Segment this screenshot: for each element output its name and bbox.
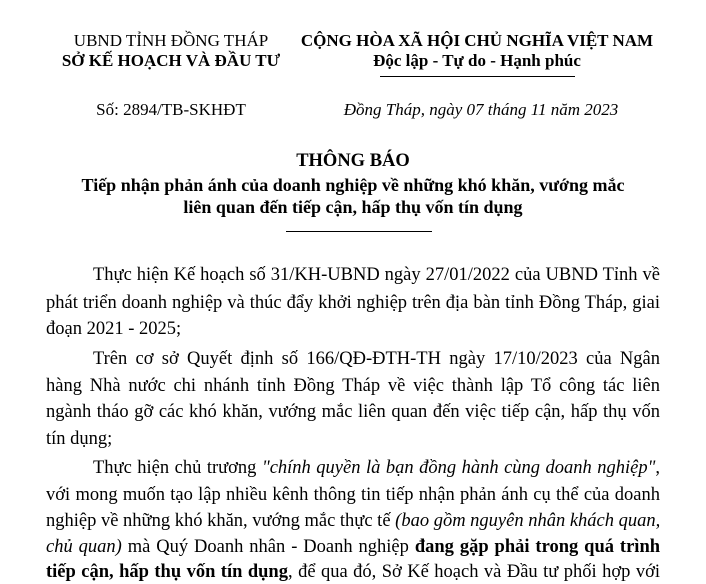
p3-l1-quote: "chính quyền là bạn đồng hành cùng doanh nghiệp" (261, 458, 656, 478)
motto-underline (380, 76, 575, 77)
paragraph-3-line-5 (46, 560, 660, 584)
national-title: CỘNG HÒA XÃ HỘI CHỦ NGHĨA VIỆT NAM (300, 31, 654, 50)
paragraph-1-line-3: đoạn 2021 - 2025; (46, 319, 182, 339)
p3-l5-text: , để qua đó, Sở Kế hoạch và Đầu tư phối hợp với (287, 562, 660, 582)
paragraph-3-line-3 (46, 509, 660, 533)
document-subtitle-line2: liên quan đến tiếp cận, hấp thụ vốn tín dụng (183, 197, 523, 217)
p3-l5-bold: tiếp cận, hấp thụ vốn tín dụng (46, 562, 288, 582)
agency-name: SỞ KẾ HOẠCH VÀ ĐẦU TƯ (61, 51, 281, 70)
national-motto: Độc lập - Tự do - Hạnh phúc (373, 51, 581, 70)
paragraph-2-line-4: tín dụng; (46, 429, 113, 449)
p3-l1-text: Thực hiện chủ trương (93, 458, 262, 478)
p3-l3-italic: (bao gồm nguyên nhân khách quan, (395, 511, 661, 531)
document-title: THÔNG BÁO (296, 151, 410, 171)
place-and-date: Đồng Tháp, ngày 07 tháng 11 năm 2023 (343, 100, 619, 119)
document-number: Số: 2894/TB-SKHĐT (96, 100, 246, 119)
p3-l3-text: nghiệp về những khó khăn, vướng mắc thực tế (46, 511, 396, 531)
p3-l4-bold: đang gặp phải trong quá trình (414, 537, 661, 557)
title-underline (286, 231, 432, 232)
p3-l4-text: mà Quý Doanh nhân - Doanh nghiệp (121, 537, 415, 557)
paragraph-3-line-2: với mong muốn tạo lập nhiều kênh thông tin tiếp nhận phản ánh cụ thể của doanh (46, 485, 660, 505)
paragraph-1-line-1: Thực hiện Kế hoạch số 31/KH-UBND ngày 27/01/2022 của UBND Tỉnh về (93, 265, 660, 285)
paragraph-2-line-1: Trên cơ sở Quyết định số 166/QĐ-ĐTH-TH ngày 17/10/2023 của Ngân (93, 349, 660, 369)
paragraph-2-line-2: hàng Nhà nước chi nhánh tỉnh Đồng Tháp về việc thành lập Tổ công tác liên (46, 376, 660, 396)
paragraph-1-line-2: phát triển doanh nghiệp và thúc đẩy khởi nghiệp trên địa bàn tỉnh Đồng Tháp, giai (46, 293, 660, 313)
document-subtitle-line1: Tiếp nhận phản ánh của doanh nghiệp về những khó khăn, vướng mắc (81, 175, 625, 195)
p3-l1-comma: , (655, 458, 661, 478)
paragraph-3-line-4 (46, 535, 660, 559)
paragraph-2-line-3: ngành tháo gỡ các khó khăn, vướng mắc liên quan đến việc tiếp cận, hấp thụ vốn (46, 402, 660, 422)
agency-parent-name: UBND TỈNH ĐỒNG THÁP (73, 31, 269, 50)
paragraph-3-line-1 (93, 456, 660, 480)
p3-l4-italic: chủ quan) (46, 537, 122, 557)
